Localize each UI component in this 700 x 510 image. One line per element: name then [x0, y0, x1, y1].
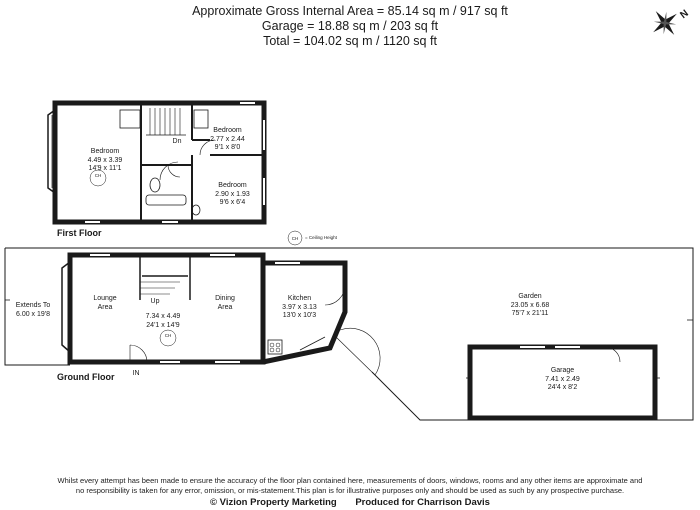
ground-floor-title: Ground Floor — [57, 372, 115, 382]
credits — [0, 497, 700, 508]
ch-marker-ground: CH — [164, 333, 172, 338]
credit-produced: Produced for Charrison Davis — [355, 497, 490, 508]
entrance-label: IN — [132, 370, 140, 377]
lounge-dims-label: 7.34 x 4.49 24'1 x 14'9 — [145, 313, 181, 329]
lounge-label: Lounge Area — [93, 295, 117, 311]
bedroom2-label: Bedroom 2.77 x 2.44 9'1 x 8'0 — [210, 127, 245, 151]
legend-text: = Ceiling Height — [305, 235, 337, 240]
bedroom3-label: Bedroom 2.90 x 1.93 9'6 x 6'4 — [215, 182, 250, 206]
stairs-down-label: Dn — [172, 138, 182, 145]
credit-marketing: © Vizion Property Marketing — [210, 497, 337, 508]
garage-label: Garage 7.41 x 2.49 24'4 x 8'2 — [545, 367, 580, 391]
kitchen-label: Kitchen 3.97 x 3.13 13'0 x 10'3 — [282, 295, 317, 319]
dining-label: Dining Area — [215, 295, 235, 311]
disclaimer-line1: Whilst every attempt has been made to ensure the accuracy of the floor plan contained here, measurements of doors, windows, rooms and any other items are approximate and — [57, 476, 643, 485]
legend-symbol: CH — [291, 236, 299, 241]
disclaimer-line2: no responsibility is taken for any error, omission, or mis-statement.This plan is for illustrative purposes only and should be used as such by any prospective purchase. — [75, 486, 625, 495]
ch-marker: CH — [94, 173, 102, 178]
garden-label: Garden 23.05 x 6.68 75'7 x 21'11 — [510, 293, 550, 317]
compass-label: N — [678, 7, 691, 22]
stairs-up-label: Up — [150, 298, 160, 305]
garage-area-text: Garage = 18.88 sq m / 203 sq ft — [261, 19, 439, 33]
extension-label: Extends To 6.00 x 19'8 — [15, 302, 51, 318]
total-area-text: Total = 104.02 sq m / 1120 sq ft — [263, 34, 437, 48]
first-floor-title: First Floor — [57, 228, 102, 238]
gross-area-text: Approximate Gross Internal Area = 85.14 sq m / 917 sq ft — [192, 4, 508, 18]
bedroom1-label: Bedroom 4.49 x 3.39 14'9 x 11'1 — [87, 148, 123, 172]
